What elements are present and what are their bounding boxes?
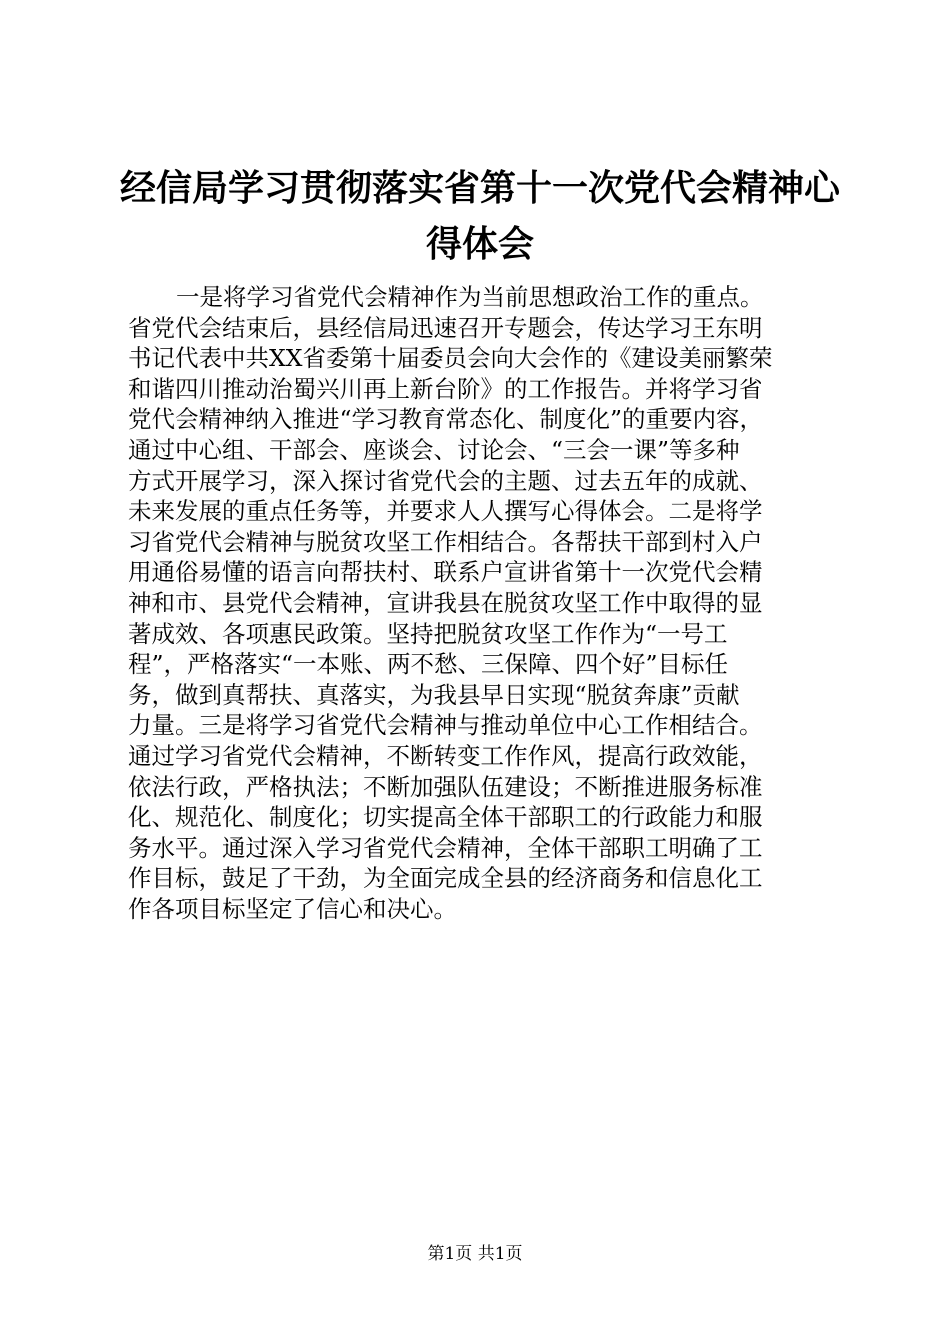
body-line: 和谐四川推动治蜀兴川再上新台阶》的工作报告。并将学习省 (128, 374, 763, 403)
body-line: 省党代会结束后，县经信局迅速召开专题会，传达学习王东明 (128, 313, 763, 342)
page-footer: 第1页 共1页 (427, 1244, 523, 1264)
body-line: 一是将学习省党代会精神作为当前思想政治工作的重点。 (176, 283, 764, 311)
body-line: 通过学习省党代会精神，不断转变工作作风，提高行政效能， (128, 741, 763, 770)
body-line: 党代会精神纳入推进“学习教育常态化、制度化”的重要内容， (128, 405, 764, 434)
body-line: 化、规范化、制度化；切实提高全体干部职工的行政能力和服 (128, 803, 763, 832)
title-line: 经信局学习贯彻落实省第十一次党代会精神心 (119, 167, 840, 209)
document-body (128, 282, 848, 924)
body-line: 依法行政，严格执法；不断加强队伍建设；不断推进服务标准 (128, 772, 763, 801)
body-line: 力量。三是将学习省党代会精神与推动单位中心工作相结合。 (128, 711, 763, 740)
body-line: 通过中心组、干部会、座谈会、讨论会、“三会一课”等多种 (128, 435, 740, 464)
body-line: 作各项目标坚定了信心和决心。 (128, 894, 457, 923)
body-line: 神和市、县党代会精神，宣讲我县在脱贫攻坚工作中取得的显 (128, 588, 763, 617)
document-title (100, 160, 860, 272)
body-line: 用通俗易懂的语言向帮扶村、联系户宣讲省第十一次党代会精 (128, 558, 763, 587)
title-line: 得体会 (425, 223, 534, 265)
body-line: 程”，严格落实“一本账、两不愁、三保障、四个好”目标任 (128, 650, 729, 679)
body-line: 务，做到真帮扶、真落实，为我县早日实现“脱贫奔康”贡献 (128, 680, 740, 709)
body-line: 未来发展的重点任务等，并要求人人撰写心得体会。二是将学 (128, 497, 763, 526)
body-line: 务水平。通过深入学习省党代会精神，全体干部职工明确了工 (128, 833, 763, 862)
body-line: 著成效、各项惠民政策。坚持把脱贫攻坚工作作为“一号工 (128, 619, 728, 648)
body-line: 作目标，鼓足了干劲，为全面完成全县的经济商务和信息化工 (128, 864, 763, 893)
body-line: 习省党代会精神与脱贫攻坚工作相结合。各帮扶干部到村入户 (128, 527, 763, 556)
body-line: 书记代表中共XX省委第十届委员会向大会作的《建设美丽繁荣 (128, 344, 773, 373)
body-line: 方式开展学习，深入探讨省党代会的主题、过去五年的成就、 (128, 466, 763, 495)
